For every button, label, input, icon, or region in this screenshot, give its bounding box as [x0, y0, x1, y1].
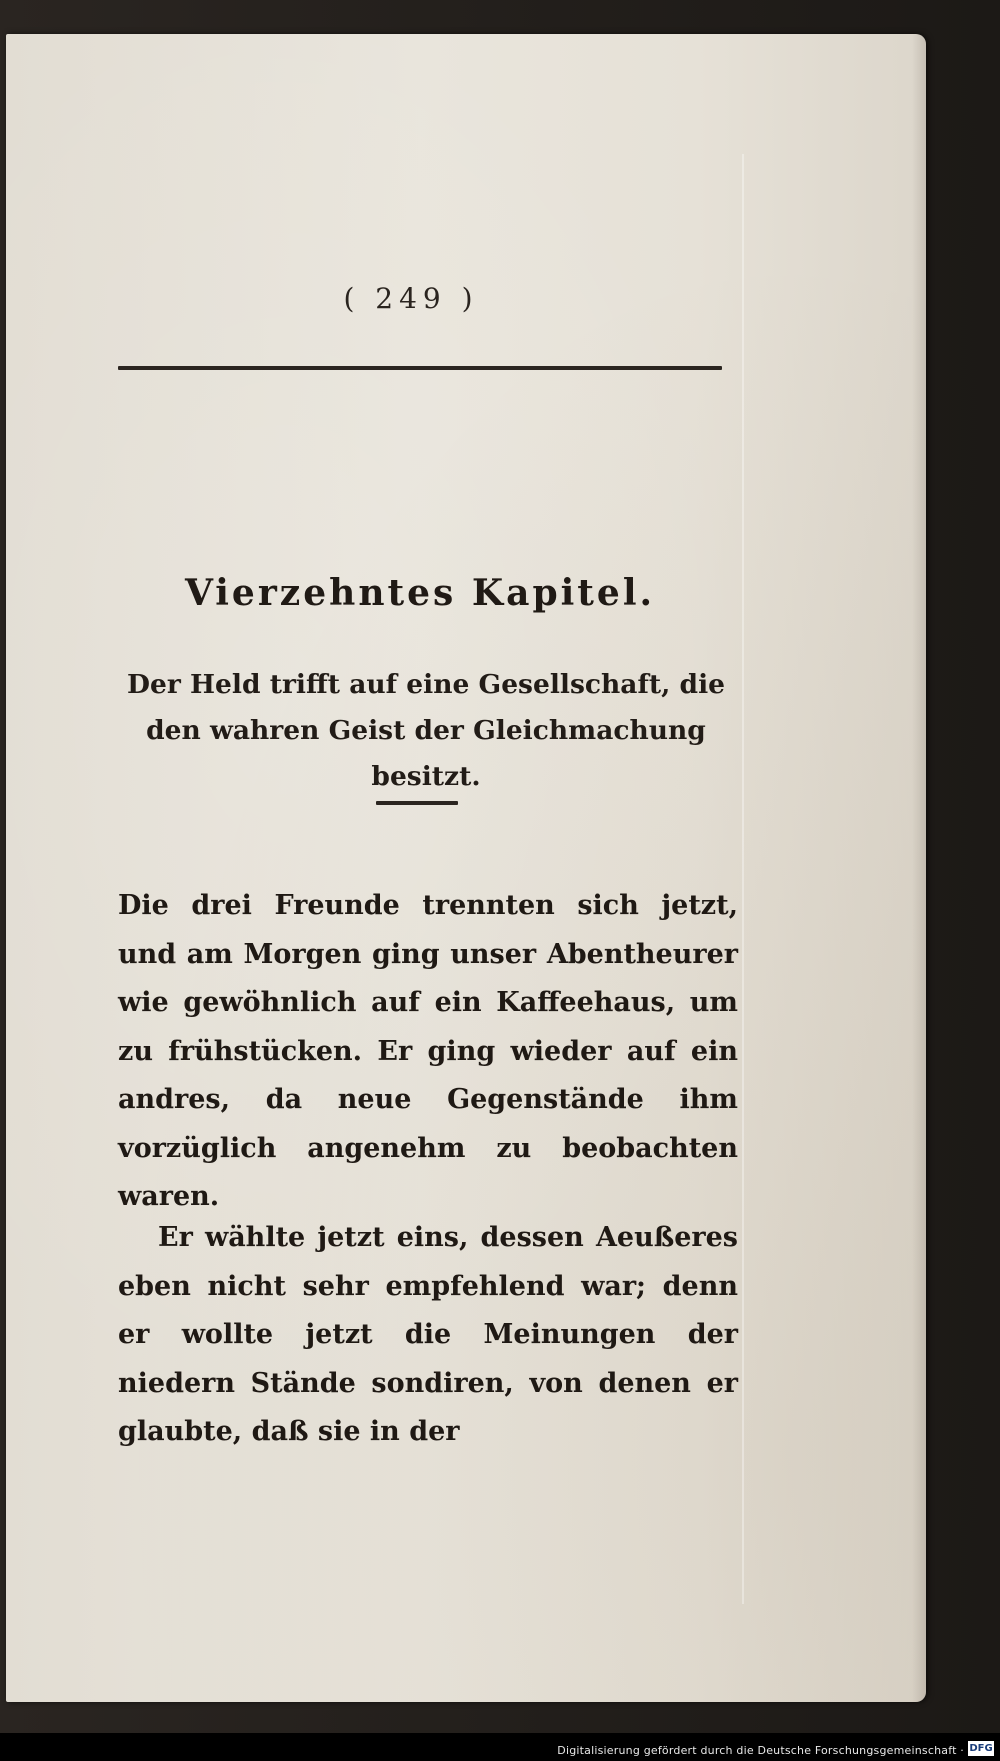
book-page: [6, 34, 926, 1702]
paragraph-1: Die drei Freunde trennten sich jetzt, und am Morgen ging unser Abentheurer wie gewöhnlich auf ein Kaffeehaus, um zu frühstücken. Er ging wieder auf ein andres, da neue Gegenstände ihm vorzüglich angenehm zu beobachten waren.: [118, 890, 738, 1212]
section-divider: [376, 801, 458, 805]
chapter-title: Vierzehntes Kapitel.: [184, 572, 656, 614]
page-number: ( 249 ): [343, 282, 479, 315]
paragraph-2: Er wählte jetzt eins, dessen Aeußeres eben nicht sehr empfehlend war; denn er wollte jetzt die Meinungen der niedern Stände sondiren, von denen er glaubte, daß sie in der: [118, 1222, 738, 1447]
footer-bar: [0, 1733, 1000, 1761]
header-rule: [118, 366, 722, 370]
dfg-logo: DFG: [969, 1743, 993, 1754]
paper-crease: [742, 154, 744, 1604]
page-edge-shadow: [912, 34, 926, 1702]
chapter-summary: Der Held trifft auf eine Gesellschaft, die den wahren Geist der Gleichmachung besitzt.: [126, 669, 726, 792]
digitization-credit: Digitalisierung gefördert durch die Deutsche Forschungsgemeinschaft ·: [557, 1744, 964, 1757]
